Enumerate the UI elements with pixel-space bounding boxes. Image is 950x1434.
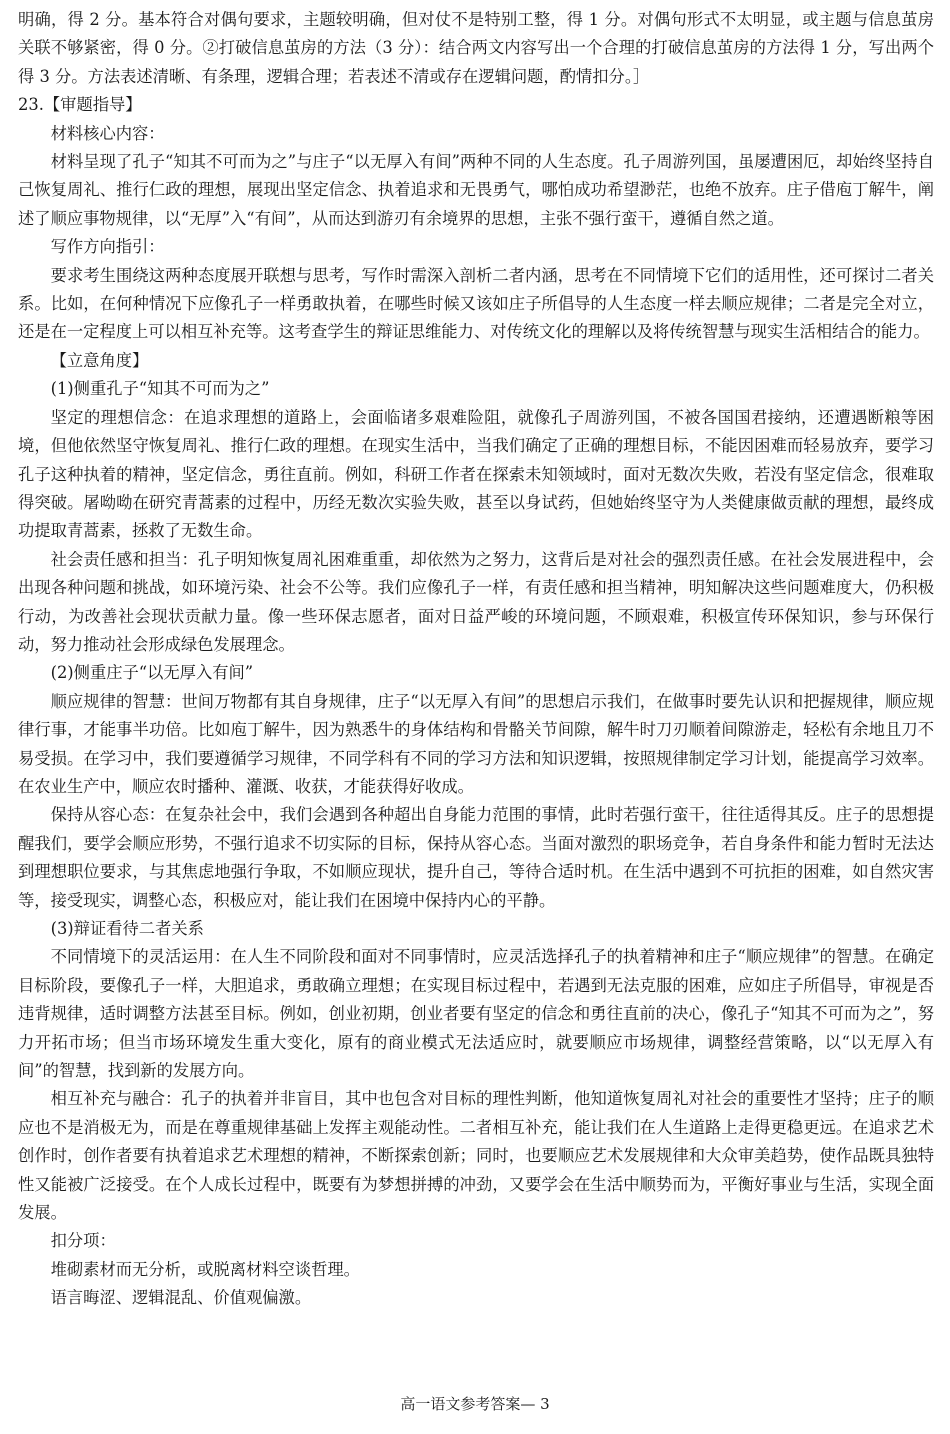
angle3-paragraph-1: 不同情境下的灵活运用：在人生不同阶段和面对不同事情时，应灵活选择孔子的执着精神和庄子“顺应规律”的智慧。在确定目标阶段，要像孔子一样，大胆追求，勇敢确立理想；在实现目标过程中，若遇到无法克服的困难，应如庄子所倡导，审视是否违背规律，适时调整方法甚至目标。例如，创业初期，创业者要有坚定的信念和勇往直前的决心，像孔子“知其不可而为之”，努力开拓市场；但当市场环境发生重大变化，原有的商业模式无法适应时，就要顺应市场规律，调整经营策略，以“以无厚入有间”的智慧，找到新的发展方向。 bbox=[18, 947, 934, 1081]
deduction-item-1: 堆砌素材而无分析，或脱离材料空谈哲理。 bbox=[50, 1259, 360, 1279]
angle3-paragraph-2: 相互补充与融合：孔子的执着并非盲目，其中也包含对目标的理性判断，他知道恢复周礼对社会的重要性才坚持；庄子的顺应也不是消极无为，而是在尊重规律基础上发挥主观能动性。二者相互补充，能让我们在人生道路上走得更稳更远。在追求艺术创作时，创作者要有执着追求艺术理想的精神，不断探索创新；同时，也要顺应艺术发展规律和大众审美趋势，使作品既具独特性又能被广泛接受。在个人成长过程中，既要有为梦想拼搏的冲劲，又要学会在生活中顺势而为，平衡好事业与生活，实现全面发展。 bbox=[18, 1089, 934, 1223]
answer-page bbox=[18, 6, 934, 1313]
angle2-paragraph-2: 保持从容心态：在复杂社会中，我们会遇到各种超出自身能力范围的事情，此时若强行蛮干，往往适得其反。庄子的思想提醒我们，要学会顺应形势，不强行追求不切实际的目标，保持从容心态。当面对激烈的职场竞争，若自身条件和能力暂时无法达到理想职位要求，与其焦虑地强行争取，不如顺应现状，提升自己，等待合适时机。在生活中遇到不可抗拒的困难，如自然灾害等，接受现实，调整心态，积极应对，能让我们在困境中保持内心的平静。 bbox=[18, 805, 934, 910]
angle2-paragraph-1: 顺应规律的智慧：世间万物都有其自身规律，庄子“以无厚入有间”的思想启示我们，在做事时要先认识和把握规律，顺应规律行事，才能事半功倍。比如庖丁解牛，因为熟悉牛的身体结构和骨骼关节间隙，解牛时刀刃顺着间隙游走，轻松有余地且刀不易受损。在学习中，我们要遵循学习规律，不同学科有不同的学习方法和知识逻辑，按照规律制定学习计划，能提高学习效率。在农业生产中，顺应农时播种、灌溉、收获，才能获得好收成。 bbox=[18, 691, 934, 796]
deduction-item-2: 语言晦涩、逻辑混乱、价值观偏激。 bbox=[50, 1288, 312, 1308]
angle1-paragraph-1: 坚定的理想信念：在追求理想的道路上，会面临诸多艰难险阻，就像孔子周游列国，不被各国国君接纳，还遭遇断粮等困境，但他依然坚守恢复周礼、推行仁政的理想。在现实生活中，当我们确定了正确的理想目标，不能因困难而轻易放弃，要学习孔子这种执着的精神，坚定信念，勇往直前。例如，科研工作者在探索未知领域时，面对无数次失败，若没有坚定信念，很难取得突破。屠呦呦在研究青蒿素的过程中，历经无数次实验失败，甚至以身试药，但她始终坚守为人类健康做贡献的理想，最终成功提取青蒿素，拯救了无数生命。 bbox=[18, 407, 934, 541]
angle1-title: (1)侧重孔子“知其不可而为之” bbox=[50, 379, 270, 399]
q23-heading: 23.【审题指导】 bbox=[18, 95, 142, 115]
material-text: 材料呈现了孔子“知其不可而为之”与庄子“以无厚入有间”两种不同的人生态度。孔子周游列国，虽屡遭困厄，却始终坚持自己恢复周礼、推行仁政的理想，展现出坚定信念、执着追求和无畏勇气，哪怕成功希望渺茫，也绝不放弃。庄子借庖丁解牛，阐述了顺应事物规律，以“无厚”入“有间”，从而达到游刃有余境界的思想，主张不强行蛮干，遵循自然之道。 bbox=[18, 152, 934, 228]
angle1-paragraph-2: 社会责任感和担当：孔子明知恢复周礼困难重重，却依然为之努力，这背后是对社会的强烈责任感。在社会发展进程中，会出现各种问题和挑战，如环境污染、社会不公等。我们应像孔子一样，有责任感和担当精神，明知解决这些问题难度大，仍积极行动，为改善社会现状贡献力量。像一些环保志愿者，面对日益严峻的环境问题，不顾艰难，积极宣传环保知识，参与环保行动，努力推动社会形成绿色发展理念。 bbox=[18, 549, 934, 654]
direction-label: 写作方向指引： bbox=[50, 237, 165, 257]
deduction-label: 扣分项： bbox=[50, 1231, 116, 1251]
intro-paragraph: 明确，得 2 分。基本符合对偶句要求，主题较明确，但对仗不是特别工整，得 1 分。对偶句形式不太明显，或主题与信息茧房关联不够紧密，得 0 分。②打破信息茧房的方法（3 分）：结合两文内容写出一个合理的打破信息茧房的方法得 1 分，写出两个得 3 分。方法表述清晰、有条理，逻辑合理；若表述不清或存在逻辑问题，酌情扣分。］ bbox=[18, 10, 934, 86]
direction-text: 要求考生围绕这两种态度展开联想与思考，写作时需深入剖析二者内涵，思考在不同情境下它们的适用性，还可探讨二者关系。比如，在何种情况下应像孔子一样勇敢执着，在哪些时候又该如庄子所倡导的人生态度一样去顺应规律；二者是完全对立，还是在一定程度上可以相互补充等。这考查学生的辩证思维能力、对传统文化的理解以及将传统智慧与现实生活相结合的能力。 bbox=[18, 265, 934, 342]
angle3-title: (3)辩证看待二者关系 bbox=[50, 919, 204, 938]
angle2-title: (2)侧重庄子“以无厚入有间” bbox=[50, 663, 254, 683]
page-footer: 高一语文参考答案— 3 bbox=[400, 1395, 550, 1413]
material-label: 材料核心内容： bbox=[50, 123, 165, 143]
angles-heading: 【立意角度】 bbox=[50, 350, 149, 370]
